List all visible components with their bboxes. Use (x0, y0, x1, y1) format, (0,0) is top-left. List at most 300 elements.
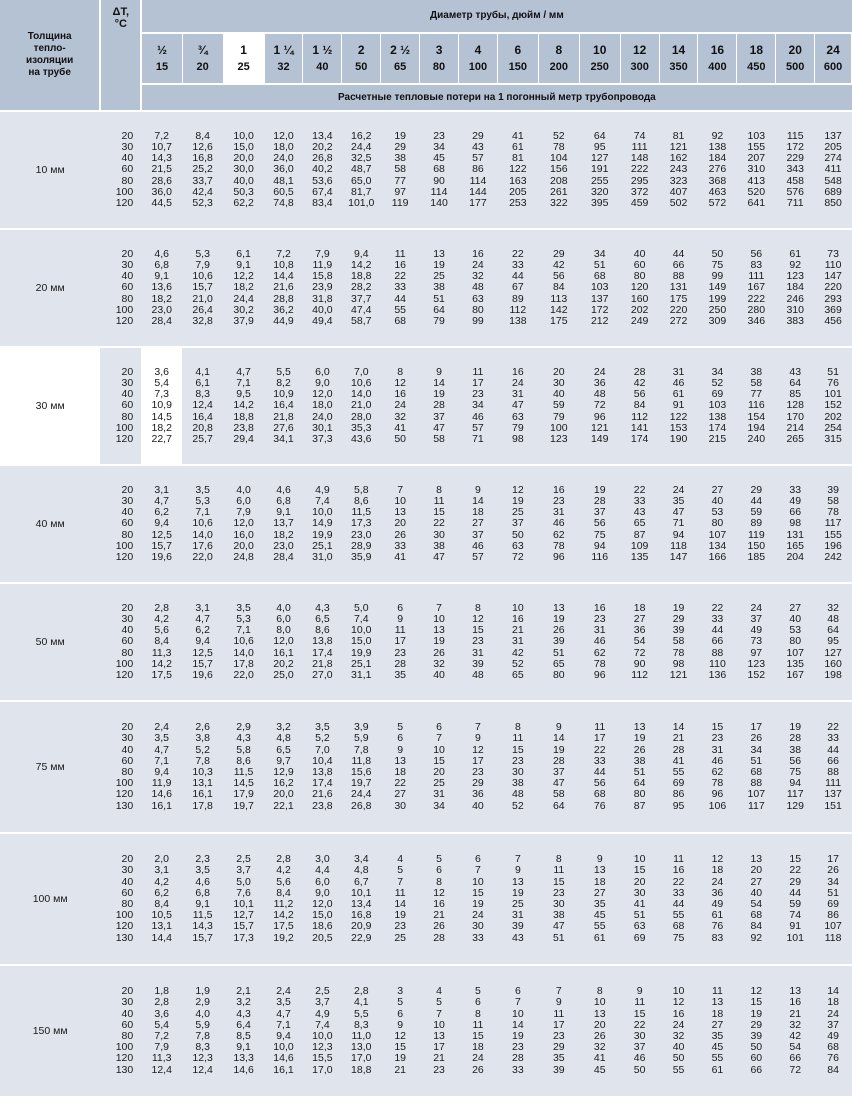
heat-loss-values (381, 230, 420, 346)
heat-loss-values (182, 230, 223, 346)
heat-loss-values (698, 230, 737, 346)
delta-t-list: 20 30 40 60 80 100 120 130 (115, 853, 134, 944)
pipe-diameter-header (459, 33, 498, 85)
heat-loss-values (303, 584, 342, 700)
heat-loss-values (815, 966, 852, 1096)
heat-loss-values (815, 466, 852, 582)
heat-loss-values (342, 966, 381, 1096)
heat-loss-value-list: 51 76 101 152 202 254 315 (824, 365, 842, 445)
diameter-mm: 25 (237, 61, 250, 74)
heat-loss-values (223, 466, 264, 582)
delta-t-header: ΔT, °C (100, 0, 141, 110)
heat-loss-values (459, 702, 498, 832)
heat-loss-values (737, 834, 776, 964)
heat-loss-value-list: 15 22 29 44 59 74 91 101 (786, 853, 804, 944)
heat-loss-values (459, 348, 498, 464)
diameter-mm: 350 (669, 61, 688, 74)
delta-t-list: 20 30 40 60 80 100 120 130 (115, 985, 134, 1076)
heat-loss-values (698, 112, 737, 228)
heat-loss-value-list: 56 83 111 167 222 280 346 (747, 247, 766, 327)
diameter-mm: 15 (155, 61, 169, 74)
heat-loss-values (381, 966, 420, 1096)
heat-loss-value-list: 24 35 47 71 94 118 147 (669, 483, 688, 563)
heat-loss-values (303, 834, 342, 964)
heat-loss-values (698, 702, 737, 832)
diameter-mm: 65 (394, 61, 407, 74)
pipe-diameter-header (381, 33, 420, 85)
heat-loss-value-list: 7 9 12 17 23 29 36 40 (472, 721, 484, 812)
heat-loss-values (815, 702, 852, 832)
heat-loss-values (459, 466, 498, 582)
heat-loss-values (620, 466, 659, 582)
heat-loss-values (737, 584, 776, 700)
heat-loss-values (579, 966, 620, 1096)
heat-loss-value-list: 5,5 8,2 10,9 16,4 21,8 27,6 34,1 (273, 365, 294, 445)
heat-loss-values (223, 966, 264, 1096)
heat-loss-value-list: 50 75 99 149 199 250 309 (708, 247, 727, 327)
heat-loss-values (264, 230, 303, 346)
heat-loss-value-list: 40 60 80 120 160 202 249 (630, 247, 649, 327)
delta-t-values (100, 702, 141, 832)
thickness-group-row (0, 584, 852, 700)
heat-loss-value-list: 27 40 53 80 107 135 167 (786, 601, 804, 681)
heat-loss-values (223, 348, 264, 464)
diameter-inch: 20 (788, 43, 802, 58)
heat-loss-value-list: 3,9 5,9 7,8 11,8 15,6 19,7 24,4 26,8 (351, 721, 372, 812)
heat-loss-values (342, 230, 381, 346)
heat-loss-values (381, 584, 420, 700)
heat-loss-values (579, 584, 620, 700)
heat-loss-value-list: 2,4 3,5 4,7 7,1 9,4 10,0 14,6 16,1 (273, 985, 294, 1076)
heat-loss-value-list: 17 26 34 51 68 88 107 117 (747, 721, 766, 812)
heat-loss-value-list: 12 19 25 37 50 63 72 (512, 483, 524, 563)
thickness-group-row (0, 348, 852, 464)
heat-loss-value-list: 103 155 207 310 413 520 641 (747, 129, 766, 209)
heat-loss-value-list: 12 15 19 29 39 50 60 66 (750, 985, 763, 1076)
heat-loss-value-list: 4,3 6,5 8,6 13,8 17,4 21,8 27,0 (312, 601, 333, 681)
heat-loss-value-list: 9 14 19 28 37 47 58 64 (552, 721, 565, 812)
heat-loss-value-list: 16 23 31 46 62 78 96 (552, 483, 565, 563)
thickness-group-row (0, 230, 852, 346)
heat-loss-values (497, 834, 538, 964)
heat-loss-values (497, 966, 538, 1096)
heat-loss-value-list: 92 138 184 276 368 463 572 (708, 129, 727, 209)
heat-loss-values (776, 584, 815, 700)
heat-loss-values (303, 966, 342, 1096)
diameter-inch: 1 ¼ (273, 43, 294, 58)
heat-loss-value-list: 32 48 64 95 127 160 198 (824, 601, 842, 681)
heat-loss-values (420, 348, 459, 464)
heat-loss-value-list: 3,4 4,8 6,7 10,1 13,4 16,8 20,9 22,9 (351, 853, 372, 944)
heat-loss-values (538, 584, 579, 700)
heat-loss-value-list: 2,5 3,7 5,0 7,6 10,1 12,7 15,7 17,3 (233, 853, 254, 944)
heat-loss-values (698, 584, 737, 700)
heat-loss-value-list: 9 13 18 27 35 45 55 61 (593, 853, 606, 944)
insulation-thickness-header: Толщина тепло- изоляции на трубе (0, 0, 100, 110)
heat-loss-value-list: 4,9 7,4 10,0 14,9 19,9 25,1 31,0 (312, 483, 333, 563)
heat-loss-values (342, 112, 381, 228)
heat-loss-value-list: 8 11 15 23 30 38 48 52 (512, 721, 524, 812)
heat-loss-value-list: 17 26 34 51 69 86 107 118 (824, 853, 842, 944)
heat-loss-values (579, 230, 620, 346)
heat-loss-values (264, 702, 303, 832)
heat-loss-values (420, 834, 459, 964)
heat-loss-values (698, 966, 737, 1096)
heat-loss-values (459, 966, 498, 1096)
heat-loss-value-list: 2,8 4,2 5,6 8,4 11,3 14,2 17,5 (151, 601, 172, 681)
heat-loss-values (141, 348, 182, 464)
heat-loss-value-list: 15 23 31 46 62 78 96 106 (708, 721, 727, 812)
heat-loss-value-list: 81 121 162 243 323 407 502 (669, 129, 688, 209)
heat-loss-value-list: 19 29 38 58 77 97 119 (391, 129, 409, 209)
heat-loss-value-list: 9 11 15 22 30 37 46 50 (633, 985, 646, 1076)
heat-loss-value-list: 3,5 5,3 7,1 10,6 14,0 17,6 22,0 (192, 483, 213, 563)
thickness-group-row (0, 466, 852, 582)
heat-loss-value-list: 43 64 85 128 170 214 265 (786, 365, 804, 445)
heat-loss-values (342, 348, 381, 464)
heat-loss-values (141, 230, 182, 346)
delta-t-values (100, 834, 141, 964)
heat-loss-values (303, 230, 342, 346)
heat-loss-values (459, 112, 498, 228)
heat-loss-values (141, 834, 182, 964)
heat-loss-value-list: 64 95 127 191 255 320 395 (590, 129, 609, 209)
delta-t-values (100, 584, 141, 700)
heat-loss-values (538, 966, 579, 1096)
heat-loss-value-list: 28 42 56 84 112 141 174 (630, 365, 649, 445)
heat-loss-value-list: 10 16 21 31 42 52 65 (512, 601, 524, 681)
delta-t-list: 20 30 40 60 80 100 120 (115, 129, 134, 209)
heat-loss-value-list: 10,0 15,0 20,0 30,0 40,0 50,3 62,2 (233, 129, 254, 209)
heat-loss-value-list: 4 5 7 10 13 17 21 23 (433, 985, 445, 1076)
heat-loss-value-list: 2,1 3,2 4,3 6,4 8,5 9,1 13,3 14,6 (233, 985, 254, 1076)
heat-loss-value-list: 9 14 19 28 37 47 58 (433, 365, 445, 445)
heat-loss-value-list: 12 18 24 36 49 61 76 83 (711, 853, 724, 944)
pipe-diameter-header (737, 33, 776, 85)
heat-loss-value-list: 3,1 4,7 6,2 9,4 12,5 15,7 19,6 (192, 601, 213, 681)
heat-loss-value-list: 74 111 148 222 295 372 459 (630, 129, 649, 209)
insulation-thickness-label: 10 мм (0, 112, 100, 228)
heat-loss-values (420, 966, 459, 1096)
delta-t-list: 20 30 40 60 80 100 120 (115, 247, 134, 327)
heat-loss-value-list: 2,5 3,7 4,9 7,4 10,0 12,3 15,5 17,0 (312, 985, 333, 1076)
heat-loss-values (620, 112, 659, 228)
heat-loss-value-list: 12,0 18,0 24,0 36,0 48,1 60,5 74,8 (273, 129, 294, 209)
heat-loss-value-list: 3 5 6 9 12 15 19 21 (394, 985, 406, 1076)
heat-loss-value-list: 22 33 44 67 89 112 138 (509, 247, 527, 327)
heat-loss-value-list: 73 110 147 220 293 369 456 (824, 247, 842, 327)
heat-loss-value-list: 7,2 10,8 14,4 21,6 28,8 36,2 44,9 (273, 247, 294, 327)
heat-loss-value-list: 19 28 37 56 75 94 116 (591, 483, 609, 563)
diameter-inch: ¾ (197, 43, 208, 58)
heat-loss-value-list: 34 52 69 103 138 174 215 (708, 365, 727, 445)
heat-loss-values (776, 466, 815, 582)
heat-loss-values (776, 348, 815, 464)
heat-loss-value-list: 13 19 26 39 51 65 80 (552, 601, 565, 681)
diameter-mm: 500 (786, 61, 805, 74)
heat-loss-value-list: 3,5 5,3 7,1 10,6 14,0 17,8 22,0 (233, 601, 254, 681)
heat-loss-value-list: 6 7 10 15 19 24 30 33 (472, 853, 484, 944)
heat-loss-value-list: 8 12 15 23 31 39 48 (472, 601, 484, 681)
heat-loss-value-list: 3,6 5,4 7,3 10,9 14,5 18,2 22,7 (151, 365, 172, 445)
heat-loss-values (659, 702, 698, 832)
diameter-inch: 3 (435, 43, 443, 58)
diameter-mm: 450 (747, 61, 766, 74)
heat-loss-value-list: 6 7 10 14 19 23 28 33 (512, 985, 524, 1076)
heat-loss-values (342, 702, 381, 832)
diameter-inch: 2 (357, 43, 365, 58)
heat-loss-values (223, 702, 264, 832)
heat-loss-values (497, 584, 538, 700)
diameter-inch: 10 (593, 43, 607, 58)
heat-loss-values (579, 348, 620, 464)
heat-loss-values (420, 702, 459, 832)
heat-loss-values (342, 834, 381, 964)
pipe-diameter-header (538, 33, 579, 85)
heat-loss-values (620, 230, 659, 346)
delta-t-list: 20 30 40 60 80 100 120 130 (115, 721, 134, 812)
heat-loss-value-list: 7 10 13 19 26 32 40 (433, 601, 445, 681)
heat-loss-values (579, 466, 620, 582)
heat-loss-value-list: 24 36 48 72 96 121 149 (590, 365, 609, 445)
heat-loss-values (420, 584, 459, 700)
heat-loss-values (538, 466, 579, 582)
heat-loss-values (620, 966, 659, 1096)
heat-loss-values (342, 466, 381, 582)
heat-loss-value-list: 4 5 7 11 14 19 23 25 (394, 853, 406, 944)
insulation-thickness-label: 150 мм (0, 966, 100, 1096)
diameter-inch: 16 (710, 43, 725, 58)
heat-loss-value-list: 2,4 3,5 4,7 7,1 9,4 11,9 14,6 16,1 (151, 721, 172, 812)
heat-loss-values (182, 702, 223, 832)
heat-loss-value-list: 4,7 7,1 9,5 14,2 18,8 23,8 29,4 (233, 365, 254, 445)
heat-loss-values (579, 834, 620, 964)
heat-loss-value-list: 7,2 10,7 14,3 21,5 28,6 36,0 44,5 (151, 129, 172, 209)
heat-loss-value-list: 19 28 38 56 75 94 117 129 (786, 721, 804, 812)
heat-loss-values (538, 702, 579, 832)
pipe-diameter-header (815, 33, 852, 85)
heat-loss-values (420, 112, 459, 228)
heat-loss-value-list: 5 6 9 13 18 22 27 30 (394, 721, 406, 812)
heat-loss-values (420, 466, 459, 582)
heat-loss-values (776, 834, 815, 964)
heat-loss-value-list: 8,4 12,6 16,8 25,2 33,7 42,4 52,3 (192, 129, 213, 209)
diameter-mm: 250 (590, 61, 609, 74)
pipe-diameter-header (620, 33, 659, 85)
heat-loss-value-list: 38 58 77 116 154 194 240 (747, 365, 766, 445)
diameter-inch: 18 (749, 43, 763, 58)
heat-loss-values (182, 966, 223, 1096)
heat-loss-value-list: 3,0 4,4 6,0 9,0 12,0 15,0 18,6 20,5 (312, 853, 333, 944)
diameter-mm: 300 (630, 61, 649, 74)
pipe-diameter-header (264, 33, 303, 85)
diameter-mm: 40 (316, 61, 329, 74)
heat-loss-value-list: 33 49 66 98 131 165 204 (786, 483, 804, 563)
heat-loss-values (737, 348, 776, 464)
diameter-inch: 14 (671, 43, 686, 58)
heat-loss-values (659, 348, 698, 464)
heat-loss-value-list: 13 16 21 32 42 54 66 72 (789, 985, 802, 1076)
pipe-diameter-header (776, 33, 815, 85)
thickness-group-row (0, 112, 852, 228)
heat-loss-value-list: 2,8 4,2 5,6 8,4 11,2 14,2 17,5 19,2 (273, 853, 294, 944)
heat-loss-value-list: 19 29 39 58 78 98 121 (669, 601, 688, 681)
heat-loss-values (264, 466, 303, 582)
delta-t-values (100, 466, 141, 582)
heat-loss-values (264, 966, 303, 1096)
heat-loss-values (182, 834, 223, 964)
diameter-inch: 1 (240, 43, 247, 58)
heat-loss-values (698, 466, 737, 582)
heat-loss-value-list: 5 6 8 11 15 18 24 26 (472, 985, 484, 1076)
heat-loss-values (497, 112, 538, 228)
insulation-thickness-label: 100 мм (0, 834, 100, 964)
diameter-inch: 1 ½ (312, 43, 333, 58)
heat-loss-values (737, 702, 776, 832)
diameter-inch: 24 (826, 43, 840, 58)
heat-loss-values (737, 966, 776, 1096)
heat-loss-values (620, 834, 659, 964)
heat-loss-value-list: 6,0 9,0 12,0 18,0 24,0 30,1 37,3 (312, 365, 333, 445)
diameter-mm: 200 (549, 61, 568, 74)
heat-loss-value-list: 11 16 22 33 44 55 68 75 (672, 853, 685, 944)
delta-t-list: 20 30 40 60 80 100 120 (115, 483, 134, 563)
heat-loss-value-list: 22 33 44 66 88 110 136 (708, 601, 727, 681)
heat-loss-value-list: 13,4 20,2 26,8 40,2 53,6 67,4 83,4 (312, 129, 333, 209)
heat-loss-values (497, 466, 538, 582)
heat-loss-values (659, 230, 698, 346)
heat-loss-values (659, 112, 698, 228)
pipe-diameter-header (420, 33, 459, 85)
heat-loss-value-list: 10 15 20 30 41 51 63 69 (633, 853, 646, 944)
heat-loss-values (264, 112, 303, 228)
pipe-diameter-header (303, 33, 342, 85)
heat-loss-values (303, 702, 342, 832)
heat-loss-values (659, 966, 698, 1096)
heat-loss-values (497, 702, 538, 832)
heat-loss-values (182, 584, 223, 700)
heat-loss-values (223, 834, 264, 964)
heat-loss-value-list: 7,9 11,9 15,8 23,9 31,8 40,0 49,4 (312, 247, 333, 327)
heat-loss-value-list: 41 61 81 122 163 205 253 (509, 129, 527, 209)
heat-loss-value-list: 16 24 31 47 63 79 98 (512, 365, 524, 445)
heat-loss-value-list: 6 7 10 15 20 25 31 34 (433, 721, 445, 812)
heat-loss-values (659, 584, 698, 700)
diameter-mm: 20 (196, 61, 209, 74)
heat-loss-values (538, 230, 579, 346)
insulation-thickness-label: 75 мм (0, 702, 100, 832)
heat-loss-value-list: 8 10 13 20 26 32 41 45 (593, 985, 606, 1076)
heat-loss-values (223, 584, 264, 700)
heat-loss-values (381, 348, 420, 464)
heat-loss-values (381, 834, 420, 964)
diameter-inch: 2 ½ (390, 43, 411, 58)
heat-loss-values (815, 834, 852, 964)
heat-loss-value-list: 44 66 88 131 175 220 272 (669, 247, 688, 327)
diameter-mm: 80 (432, 61, 446, 74)
heat-loss-values (620, 702, 659, 832)
pipe-diameter-header (141, 33, 182, 85)
heat-loss-values (459, 584, 498, 700)
heat-loss-values (620, 348, 659, 464)
heat-loss-values (497, 348, 538, 464)
heat-loss-values (659, 834, 698, 964)
heat-loss-value-list: 3,1 4,7 6,2 9,4 12,5 15,7 19,6 (151, 483, 172, 563)
heat-loss-value-list: 23 34 45 68 90 114 140 (430, 129, 448, 209)
heat-loss-value-list: 22 33 43 65 87 109 135 (630, 483, 649, 563)
heat-loss-values (303, 112, 342, 228)
heat-loss-value-list: 8 11 15 22 30 38 47 (433, 483, 445, 563)
insulation-thickness-label: 30 мм (0, 348, 100, 464)
heat-loss-value-list: 9,4 14,2 18,8 28,2 37,7 47,4 58,7 (351, 247, 372, 327)
diameter-inch: 12 (632, 43, 647, 58)
heat-loss-values (420, 230, 459, 346)
heat-loss-value-list: 7,0 10,6 14,0 21,0 28,0 35,3 43,6 (351, 365, 372, 445)
delta-t-values (100, 966, 141, 1096)
heat-loss-values (223, 112, 264, 228)
diameter-mm: 600 (823, 61, 843, 74)
heat-loss-value-list: 8 12 16 24 32 41 50 (394, 365, 406, 445)
heat-loss-value-list: 2,0 3,1 4,2 6,2 8,4 10,5 13,1 14,4 (151, 853, 172, 944)
heat-loss-value-list: 3,5 5,2 7,0 10,4 13,8 17,4 21,6 23,8 (312, 721, 333, 812)
thickness-group-row (0, 834, 852, 964)
delta-t-list: 20 30 40 60 80 100 120 (115, 365, 134, 445)
heat-loss-values (698, 834, 737, 964)
heat-loss-values (459, 834, 498, 964)
heat-loss-value-list: 137 205 274 411 548 689 850 (824, 129, 842, 209)
heat-loss-values (141, 966, 182, 1096)
heat-loss-values (182, 466, 223, 582)
heat-loss-value-list: 13 19 26 38 51 64 80 87 (633, 721, 646, 812)
heat-loss-value-list: 5,0 7,4 10,0 15,0 19,9 25,1 31,1 (351, 601, 372, 681)
diameter-mm: 400 (708, 61, 727, 74)
heat-loss-values (776, 702, 815, 832)
heat-loss-values (182, 112, 223, 228)
diameter-mm: 100 (468, 61, 488, 74)
heat-loss-values (182, 348, 223, 464)
heat-loss-values (538, 348, 579, 464)
heat-loss-values (776, 966, 815, 1096)
insulation-thickness-label: 40 мм (0, 466, 100, 582)
diameter-inch: ½ (156, 43, 167, 58)
delta-t-values (100, 348, 141, 464)
heat-loss-subtitle: Расчетные тепловые потери на 1 погонный метр трубопровода (141, 84, 851, 110)
delta-t-values (100, 112, 141, 228)
diameter-inch: 8 (555, 43, 563, 58)
thickness-group-row (0, 966, 852, 1096)
heat-loss-values (381, 702, 420, 832)
heat-loss-values (264, 584, 303, 700)
heat-loss-value-list: 9 14 18 27 37 46 57 (472, 483, 484, 563)
heat-loss-value-list: 31 46 61 91 122 153 190 (669, 365, 688, 445)
heat-loss-value-list: 20 30 40 59 79 100 123 (550, 365, 568, 445)
pipe-diameter-header (698, 33, 737, 85)
heat-loss-values (737, 466, 776, 582)
heat-loss-values (698, 348, 737, 464)
heat-loss-value-list: 6,1 9,1 12,2 18,2 24,4 30,2 37,9 (233, 247, 254, 327)
heat-loss-value-list: 4,6 6,8 9,1 13,6 18,2 23,0 28,4 (151, 247, 172, 327)
heat-loss-value-list: 8 11 15 23 30 38 47 51 (552, 853, 565, 944)
delta-t-list: 20 30 40 60 80 100 120 (115, 601, 134, 681)
heat-loss-value-list: 1,9 2,9 4,0 5,9 7,8 8,3 12,3 12,4 (192, 985, 213, 1076)
heat-loss-values (303, 348, 342, 464)
heat-loss-value-list: 6 9 11 17 23 28 35 (394, 601, 406, 681)
heat-loss-value-list: 34 51 68 103 137 172 212 (590, 247, 609, 327)
pipe-diameter-header (342, 33, 381, 85)
pipe-diameter-header (223, 33, 264, 85)
heat-loss-values (737, 112, 776, 228)
heat-loss-value-list: 29 42 56 84 113 142 175 (550, 247, 568, 327)
